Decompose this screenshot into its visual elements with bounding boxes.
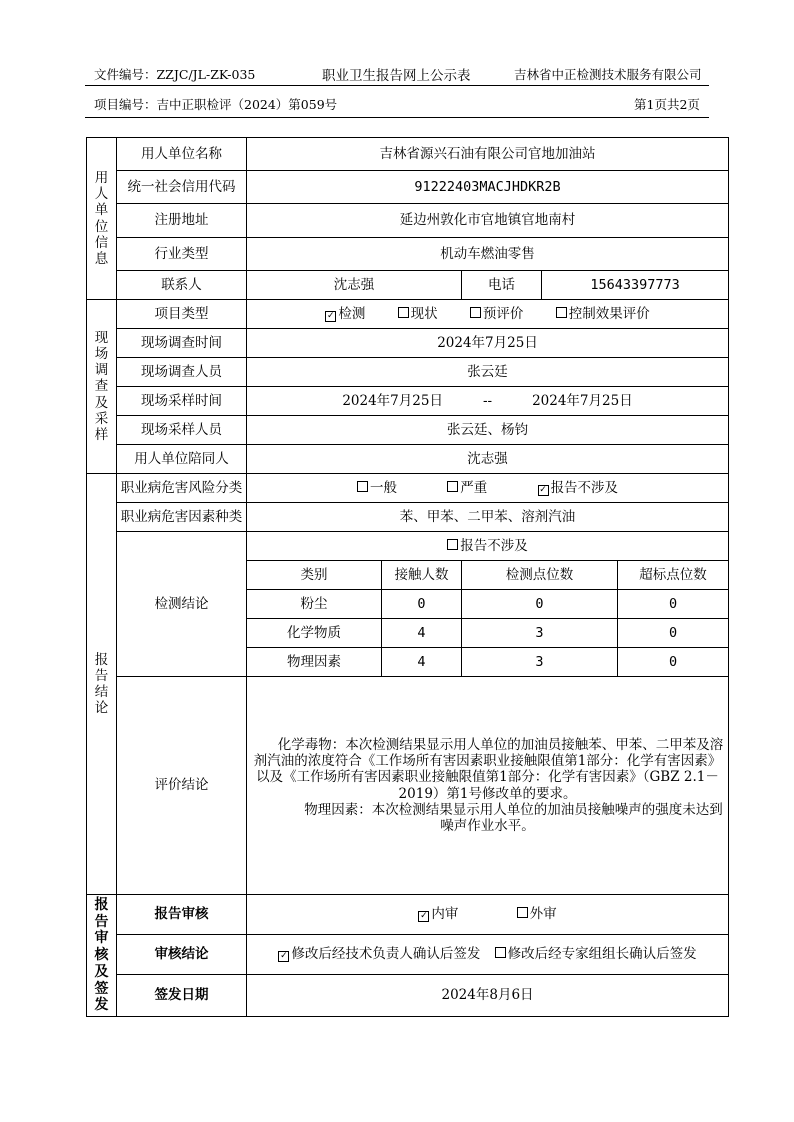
risk-class-label: 职业病危害风险分类 (117, 474, 247, 503)
checkbox-expert-lead (495, 947, 506, 958)
row-credit-code (87, 171, 729, 204)
evaluation-label: 评价结论 (117, 677, 247, 895)
row-exposed: 4 (382, 619, 462, 648)
checkbox-test: ✓ (327, 310, 335, 321)
option-pre-eval-label: 预评价 (482, 305, 524, 322)
survey-staff-label: 现场调查人员 (117, 358, 247, 387)
contact-value: 沈志强 (247, 271, 462, 300)
row-issue-date (87, 975, 729, 1017)
checkbox-tech-lead: ✓ (280, 951, 288, 962)
factor-types-label: 职业病危害因素种类 (117, 503, 247, 532)
option-status-label: 现状 (410, 305, 438, 322)
file-number: 文件编号：ZZJC/JL-ZK-035 (94, 67, 256, 82)
escort-label: 用人单位陪同人 (117, 445, 247, 474)
address-label: 注册地址 (117, 204, 247, 238)
row-category: 粉尘 (247, 590, 382, 619)
page-number: 第1页共2页 (634, 97, 700, 112)
row-points: 3 (462, 619, 618, 648)
option-internal (418, 906, 458, 922)
row-survey-staff (87, 358, 729, 387)
checkbox-internal: ✓ (420, 911, 428, 922)
col-category: 类别 (247, 561, 382, 590)
row-survey-time (87, 329, 729, 358)
option-control-eval-label: 控制效果评价 (568, 305, 650, 322)
review-options (247, 895, 729, 935)
option-serious-label: 严重 (460, 479, 488, 496)
unit-name-value: 吉林省源兴石油有限公司官地加油站 (247, 138, 729, 171)
phone-label: 电话 (462, 271, 542, 300)
issue-date-label: 签发日期 (117, 975, 247, 1017)
option-internal-label: 内审 (431, 906, 459, 923)
row-evaluation (87, 677, 729, 895)
industry-label: 行业类型 (117, 238, 247, 271)
section-report (87, 474, 117, 895)
row-sampling-time (87, 387, 729, 416)
row-over: 0 (618, 590, 729, 619)
row-sampling-staff (87, 416, 729, 445)
option-external (517, 906, 557, 922)
option-pre-eval (470, 306, 524, 322)
test-na-label: 报告不涉及 (460, 537, 528, 554)
option-test (325, 306, 365, 322)
issue-date-value: 2024年8月6日 (247, 975, 729, 1017)
section-unit-info-label: 用 人 单 位 信 息 (94, 169, 109, 267)
section-review (87, 895, 117, 1017)
review-conclusion-options (247, 935, 729, 975)
row-points: 0 (462, 590, 618, 619)
row-over: 0 (618, 648, 729, 677)
checkbox-external (517, 907, 528, 918)
option-external-label: 外审 (529, 906, 557, 923)
row-over: 0 (618, 619, 729, 648)
sampling-start: 2024年7月25日 (342, 392, 443, 409)
row-points: 3 (462, 648, 618, 677)
option-expert-lead (495, 946, 697, 962)
credit-code-value: 91222403MACJHDKR2B (247, 171, 729, 204)
phone-value: 15643397773 (542, 271, 729, 300)
project-type-label: 项目类型 (117, 300, 247, 329)
checkbox-test-na (447, 539, 458, 550)
evaluation-physical: 物理因素：本次检测结果显示用人单位的加油员接触噪声的强度未达到噪声作业水平。 (304, 801, 723, 834)
industry-value: 机动车燃油零售 (247, 238, 729, 271)
sampling-staff-label: 现场采样人员 (117, 416, 247, 445)
option-serious (447, 480, 487, 496)
option-expert-lead-label: 修改后经专家组组长确认后签发 (507, 946, 697, 963)
row-category: 化学物质 (247, 619, 382, 648)
project-number: 项目编号：吉中正职检评（2024）第059号 (94, 97, 338, 112)
row-review (87, 895, 729, 935)
row-contact (87, 271, 729, 300)
row-unit-name (87, 138, 729, 171)
test-na-option (247, 532, 729, 561)
row-review-conclusion (87, 935, 729, 975)
option-risk-na-label: 报告不涉及 (550, 479, 619, 496)
row-escort (87, 445, 729, 474)
credit-code-label: 统一社会信用代码 (117, 171, 247, 204)
section-unit-info (87, 138, 117, 300)
row-industry (87, 238, 729, 271)
company-name: 吉林省中正检测技术服务有限公司 (514, 67, 702, 82)
review-conclusion-label: 审核结论 (117, 935, 247, 975)
checkbox-normal (357, 481, 368, 492)
sampling-time-label: 现场采样时间 (117, 387, 247, 416)
evaluation-chemical: 化学毒物：本次检测结果显示用人单位的加油员接触苯、甲苯、二甲苯及溶剂汽油的浓度符合《工作场所有害因素职业接触限值第1部分：化学有害因素》以及《工作场所有害因素职业接触限值第1部分：化学有害因素》（GBZ 2.1－2019）第1号修改单的要求。 (253, 736, 724, 802)
option-normal (357, 480, 397, 496)
col-points: 检测点位数 (462, 561, 618, 590)
option-normal-label: 一般 (369, 479, 397, 496)
row-address (87, 204, 729, 238)
sampling-separator: -- (482, 392, 493, 409)
header-divider-top (85, 85, 709, 86)
option-test-label: 检测 (338, 305, 366, 322)
sampling-end: 2024年7月25日 (532, 392, 633, 409)
row-category: 物理因素 (247, 648, 382, 677)
address-value: 延边州敦化市官地镇官地南村 (247, 204, 729, 238)
disclosure-table (86, 137, 729, 1017)
unit-name-label: 用人单位名称 (117, 138, 247, 171)
col-exposed: 接触人数 (382, 561, 462, 590)
evaluation-text (247, 677, 729, 895)
row-test-na (87, 532, 729, 561)
checkbox-serious (447, 481, 458, 492)
option-control-eval (556, 306, 650, 322)
sampling-staff-value: 张云廷、杨钧 (247, 416, 729, 445)
checkbox-pre-eval (470, 307, 481, 318)
checkbox-control-eval (556, 307, 567, 318)
checkbox-risk-na: ✓ (539, 484, 547, 495)
section-review-label: 报 告 审 核 及 签 发 (94, 896, 109, 1014)
option-tech-lead-label: 修改后经技术负责人确认后签发 (291, 946, 481, 963)
review-label: 报告审核 (117, 895, 247, 935)
row-exposed: 4 (382, 648, 462, 677)
factor-types-value: 苯、甲苯、二甲苯、溶剂汽油 (247, 503, 729, 532)
contact-label: 联系人 (117, 271, 247, 300)
test-conclusion-label: 检测结论 (117, 532, 247, 677)
option-status (398, 306, 438, 322)
section-report-label: 报 告 结 论 (94, 651, 109, 717)
survey-time-label: 现场调查时间 (117, 329, 247, 358)
risk-class-options (247, 474, 729, 503)
sampling-time-value (247, 387, 729, 416)
row-project-type (87, 300, 729, 329)
row-factor-types (87, 503, 729, 532)
escort-value: 沈志强 (247, 445, 729, 474)
header-divider-bottom (85, 117, 709, 118)
checkbox-status (398, 307, 409, 318)
project-type-options (247, 300, 729, 329)
page-title: 职业卫生报告网上公示表 (322, 68, 471, 84)
col-over: 超标点位数 (618, 561, 729, 590)
section-survey (87, 300, 117, 474)
section-survey-label: 现 场 调 查 及 采 样 (94, 329, 109, 443)
row-exposed: 0 (382, 590, 462, 619)
option-risk-na (538, 480, 619, 496)
survey-time-value: 2024年7月25日 (247, 329, 729, 358)
row-risk-class (87, 474, 729, 503)
survey-staff-value: 张云廷 (247, 358, 729, 387)
option-tech-lead (278, 946, 480, 962)
